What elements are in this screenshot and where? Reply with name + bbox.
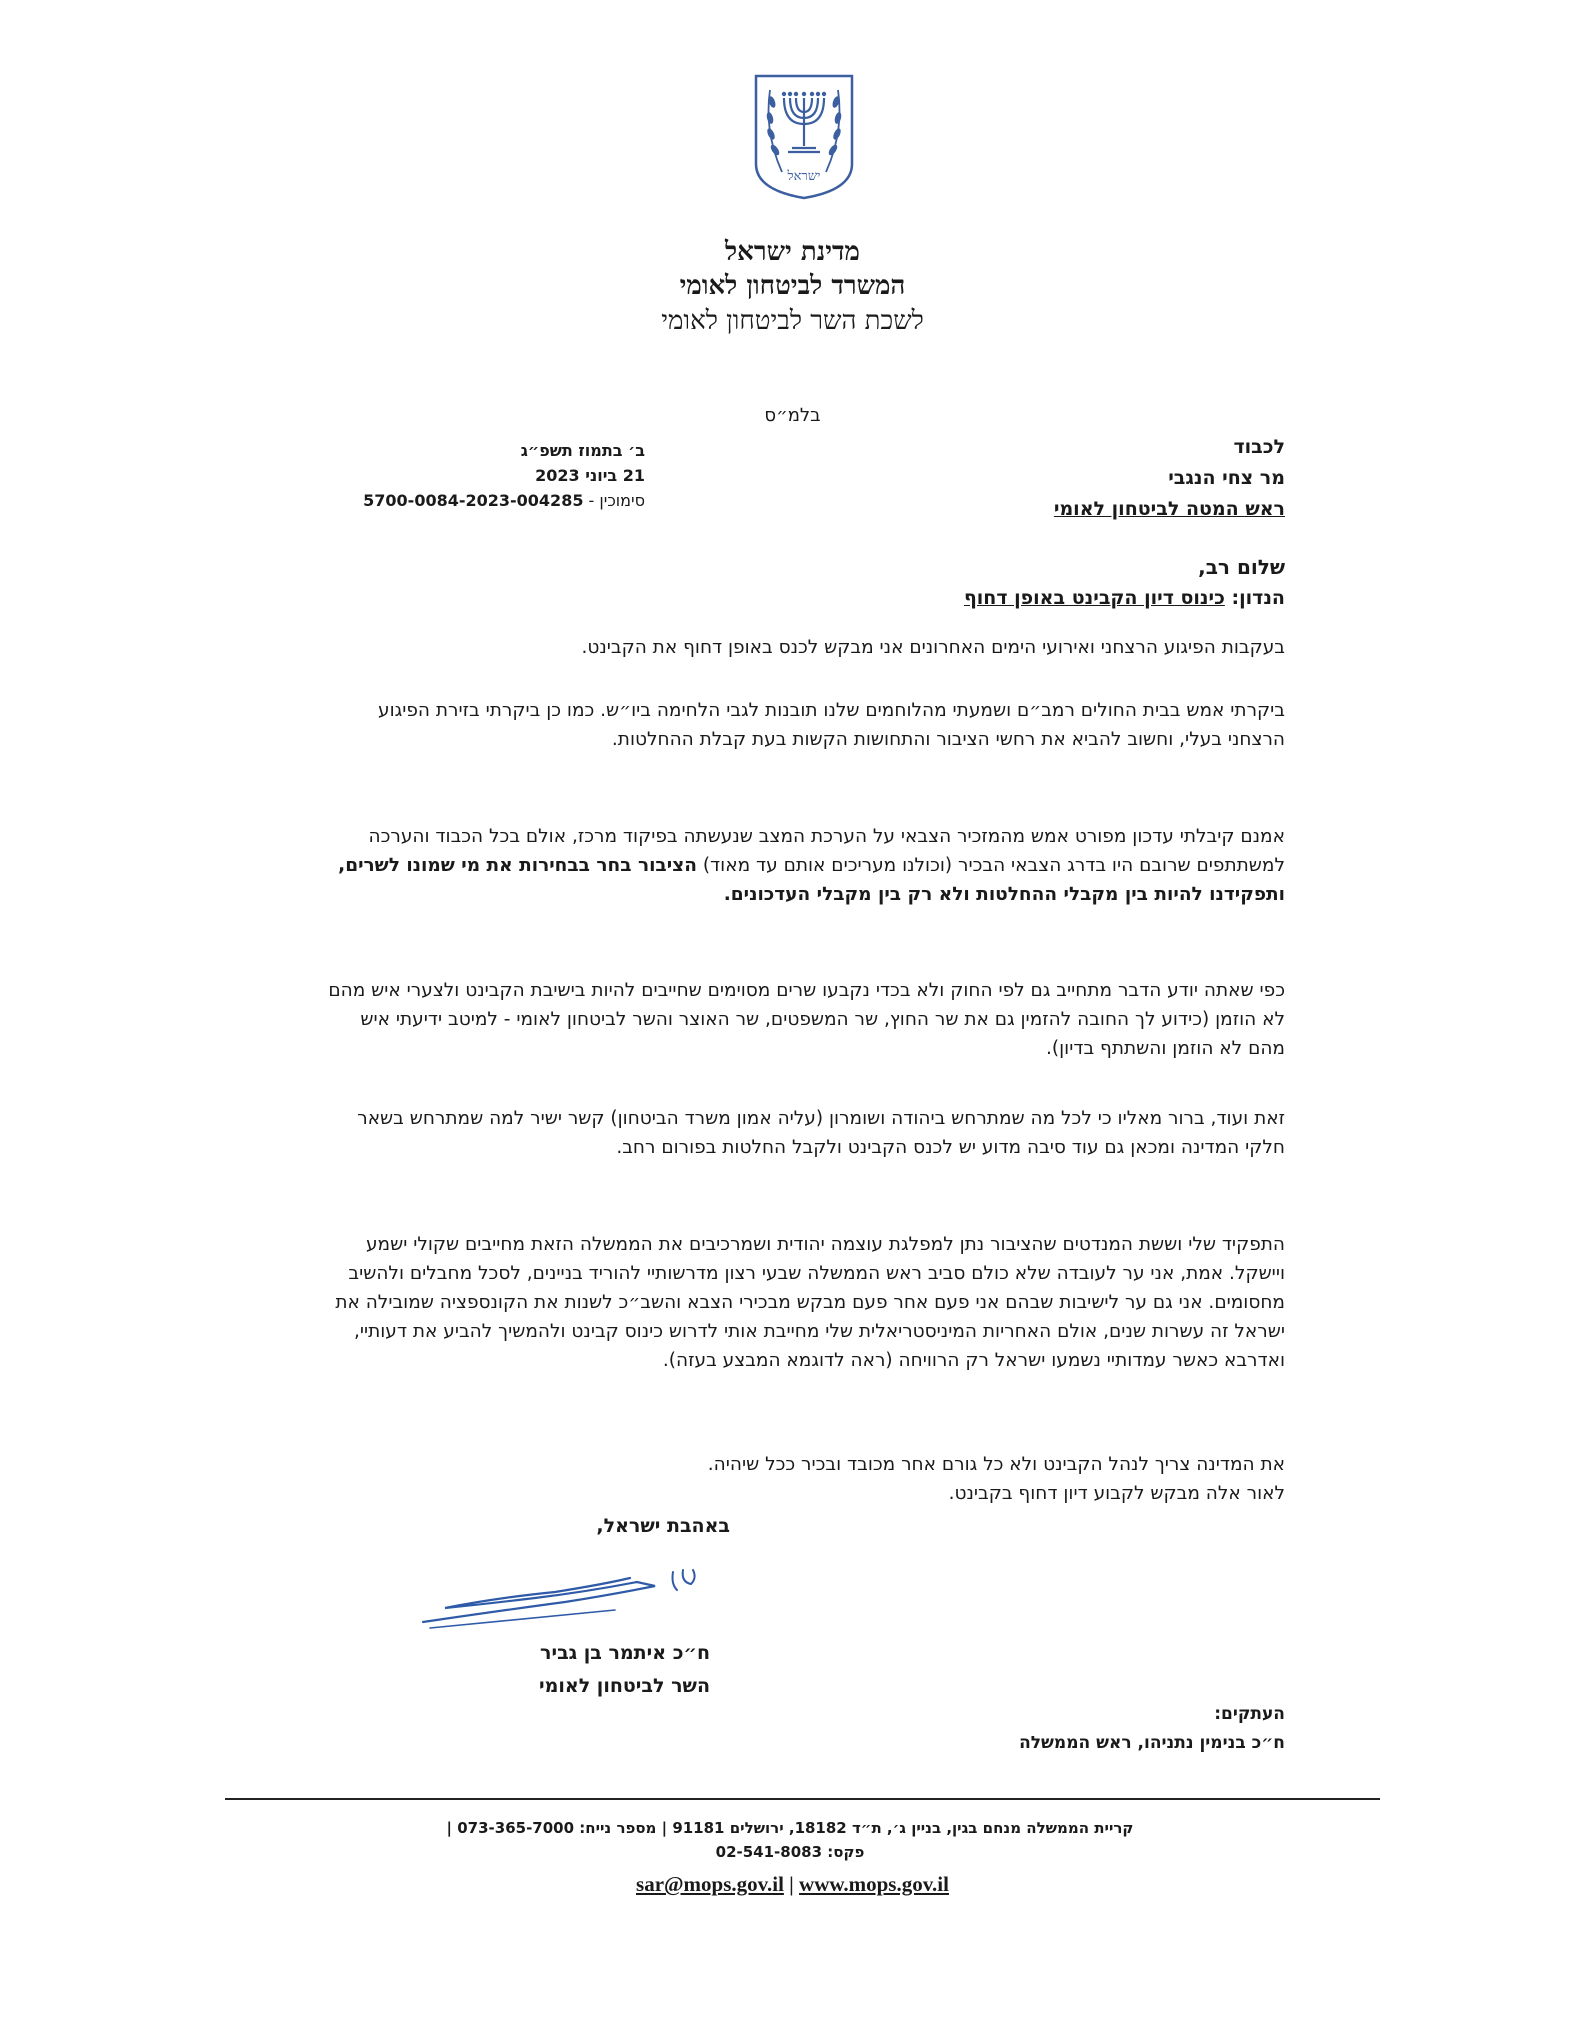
gregorian-date: 21 ביוני 2023 — [535, 466, 645, 485]
footer-contact — [380, 1816, 1200, 1864]
office-name: לשכת השר לביטחון לאומי — [661, 306, 924, 336]
reference-number: 5700-0084-2023-004285 — [363, 491, 584, 510]
state-emblem-icon — [752, 72, 856, 202]
addressee-title: ראש המטה לביטחון לאומי — [1053, 498, 1285, 520]
paragraph-4: כפי שאתה יודע הדבר מתחייב גם לפי החוק ולא בכדי נקבעו שרים מסוימים שחייבים להיות בישיבת הקבינט ולצערי איש מהם לא הוזמן (כידוע לך החובה להזמין גם את שר החוץ, שר המשפטים, שר האוצר והשר לביטחון לאומי - למיטב ידיעתי איש מהם לא הוזמן והשתתף בדיון). — [328, 980, 1285, 1059]
reference-label: סימוכין - — [588, 491, 645, 510]
letter-meta — [300, 438, 645, 513]
footer-email-link[interactable]: sar@mops.gov.il — [636, 1872, 784, 1896]
footer-address-line: קריית הממשלה מנחם בגין, בניין ג׳, ת״ד 18182, ירושלים 91181 | מספר נייח: 073-365-7000 | — [446, 1819, 1134, 1837]
paragraph-3-regular: אמנם קיבלתי עדכון מפורט אמש מהמזכיר הצבאי על הערכת המצב שנעשתה בפיקוד מרכז, אולם בכל הכבוד והערכה למשתתפים שרובם היו בדרג הצבאי הבכיר (וכולנו מעריכים אותם עד מאוד) — [368, 826, 1285, 876]
subject-label: הנדון: — [1231, 587, 1285, 609]
addressee-block — [765, 432, 1285, 525]
paragraph-2: ביקרתי אמש בבית החולים רמב״ם ושמעתי מהלוחמים שלנו תובנות לגבי הלחימה ביו״ש. כמו כן ביקרתי בזירת הפיגוע הרצחני בעלי, וחשוב להביא את רחשי הציבור והתחושות הקשות בעת קבלת ההחלטות. — [378, 700, 1285, 750]
paragraph-1: בעקבות הפיגוע הרצחני ואירועי הימים האחרונים אני מבקש לכנס באופן דחוף את הקבינט. — [581, 637, 1285, 658]
emblem-lettering: ישראל — [787, 169, 821, 184]
paragraph-3 — [320, 822, 1285, 909]
footer-fax-line: פקס: 02-541-8083 — [715, 1843, 865, 1861]
addressee-name: מר צחי הנגבי — [1168, 467, 1285, 489]
subject-text: כינוס דיון הקבינט באופן דחוף — [963, 587, 1225, 609]
reference-line — [300, 488, 645, 513]
classification-label: בלמ״ס — [764, 405, 821, 426]
greeting: שלום רב, — [1198, 555, 1285, 579]
hebrew-date: ב׳ בתמוז תשפ״ג — [520, 441, 645, 460]
copies-block — [685, 1700, 1285, 1758]
copies-recipient: ח״כ בנימין נתניהו, ראש הממשלה — [1019, 1733, 1285, 1753]
addressee-salutation: לכבוד — [1233, 436, 1285, 458]
subject-line — [585, 584, 1285, 613]
paragraph-7-line-1: את המדינה צריך לנהל הקבינט ולא כל גורם אחר מכובד ובכיר ככל שיהיה. — [707, 1454, 1285, 1475]
paragraph-6: התפקיד שלי וששת המנדטים שהציבור נתן למפלגת עוצמה יהודית ושמרכיבים את הממשלה הזאת מחייבים שקולי ישמע ויישקל. אמת, אני ער לעובדה שלא כולם סביב ראש הממשלה שבעי רצון מדרשותיי להוריד בניינים, לסכל מחבלים ולהשיב מחסומים. אני גם ער לישיבות שבהם אני פעם אחר פעם מבקש מבכירי הצבא והשב״כ לשנות את הקונספציה שמובילה את ישראל זה עשרות שנים, אולם האחריות המיניסטריאלית שלי מחייבת אותי לדרוש כינוס קבינט ולהמשיך להביע את דעותיי, ואדרבא כאשר עמדותיי נשמעו ישראל רק הרוויחה (ראה לדוגמא המבצע בעזה). — [335, 1234, 1285, 1371]
footer-website-link[interactable]: www.mops.gov.il — [799, 1872, 949, 1896]
paragraph-3-bold: הציבור בחר בבחירות את מי שמונו לשרים, ותפקידנו להיות בין מקבלי ההחלטות ולא רק בין מקבלי העדכונים. — [338, 855, 1285, 905]
footer-divider — [225, 1798, 1380, 1800]
sign-off: באהבת ישראל, — [596, 1515, 730, 1537]
signer-name: ח״כ איתמר בן גביר — [540, 1642, 710, 1664]
footer-separator: | — [789, 1872, 794, 1896]
handwritten-signature — [415, 1562, 705, 1632]
paragraph-7-line-2: לאור אלה מבקש לקבוע דיון דחוף בקבינט. — [948, 1483, 1285, 1504]
ministry-name: המשרד לביטחון לאומי — [679, 271, 906, 301]
paragraph-5: זאת ועוד, ברור מאליו כי לכל מה שמתרחש ביהודה ושומרון (עליה אמון משרד הביטחון) קשר ישיר למה שמתרחש בשאר חלקי המדינה ומכאן גם עוד סיבה מדוע יש לכנס הקבינט ולקבל החלטות בפורום רחב. — [357, 1108, 1285, 1158]
signer-title: השר לביטחון לאומי — [539, 1675, 710, 1697]
paragraph-7 — [320, 1450, 1285, 1508]
footer-links — [560, 1872, 1025, 1897]
signer-block — [400, 1637, 710, 1703]
letterhead — [520, 235, 1065, 339]
state-name: מדינת ישראל — [725, 237, 860, 267]
copies-label: העתקים: — [1214, 1704, 1285, 1724]
